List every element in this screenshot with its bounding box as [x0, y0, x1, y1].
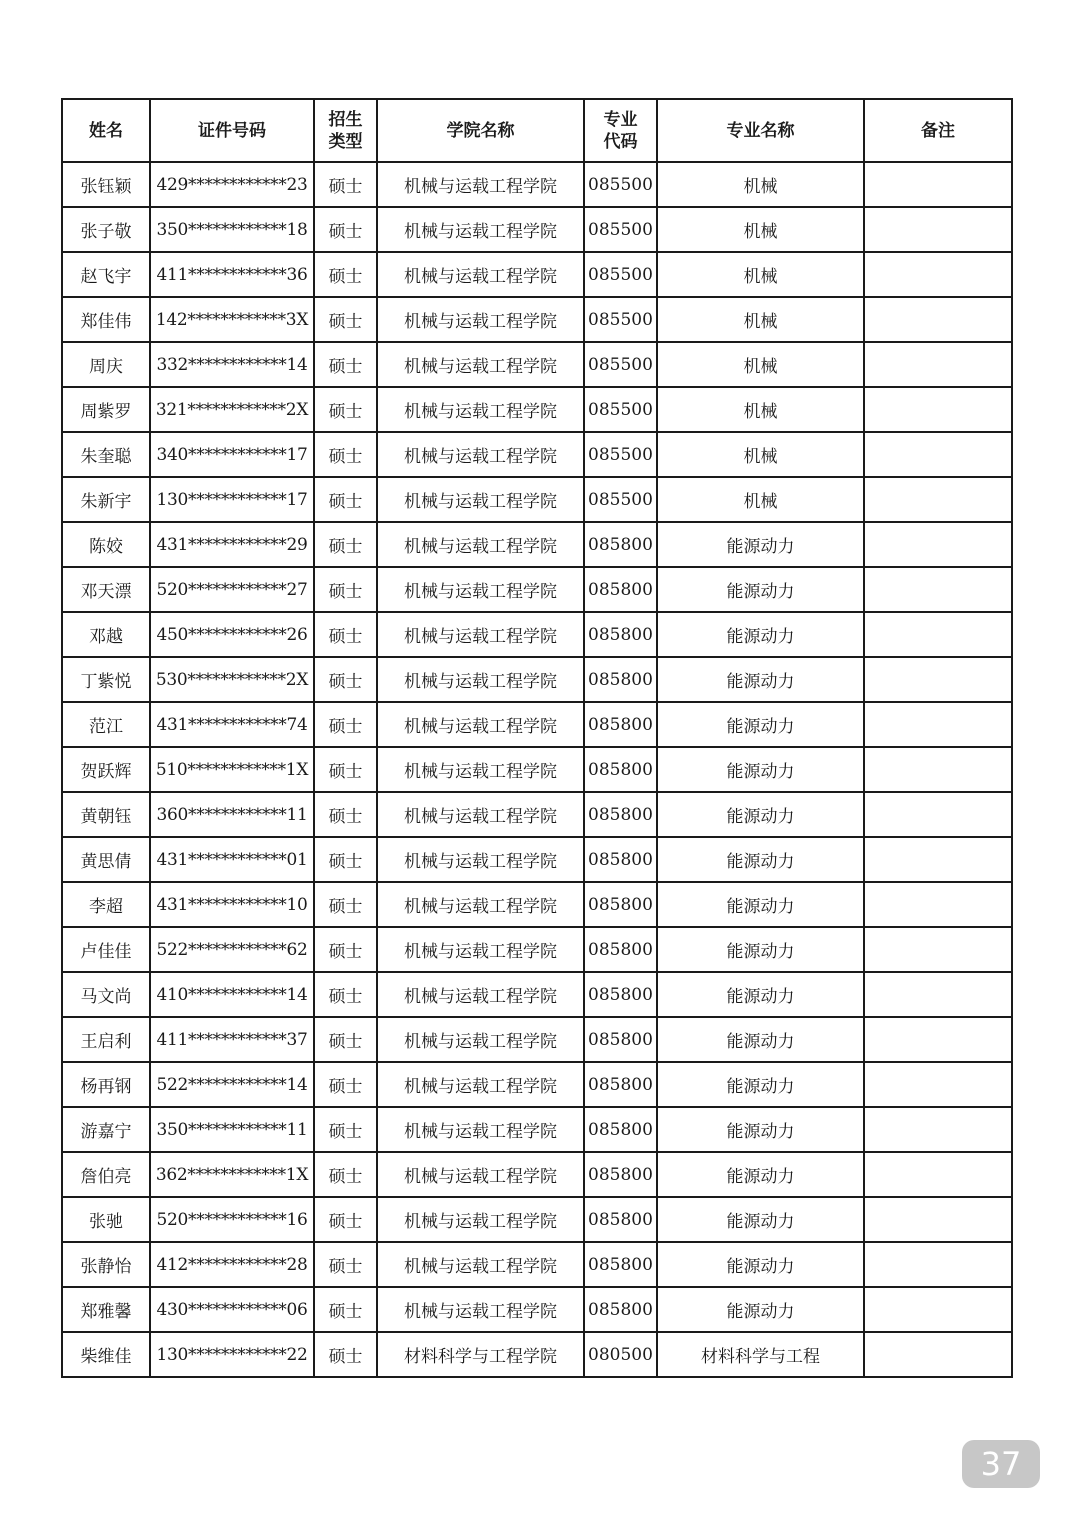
cell-major-name: 能源动力	[657, 612, 864, 657]
cell-major-code: 085800	[584, 1062, 657, 1107]
cell-name: 张钰颖	[62, 162, 150, 207]
cell-id-number: 510************1X	[150, 747, 314, 792]
cell-name: 朱奎聪	[62, 432, 150, 477]
cell-id-number: 431************01	[150, 837, 314, 882]
cell-enrollment-type: 硕士	[314, 522, 377, 567]
cell-name: 周紫罗	[62, 387, 150, 432]
table-row	[62, 657, 1012, 702]
cell-major-code: 085800	[584, 972, 657, 1017]
cell-name: 詹伯亮	[62, 1152, 150, 1197]
cell-college: 机械与运载工程学院	[377, 1242, 584, 1287]
cell-enrollment-type: 硕士	[314, 162, 377, 207]
cell-enrollment-type: 硕士	[314, 1062, 377, 1107]
table-row	[62, 702, 1012, 747]
cell-note	[864, 477, 1012, 522]
cell-college: 机械与运载工程学院	[377, 297, 584, 342]
cell-enrollment-type: 硕士	[314, 567, 377, 612]
cell-name: 陈姣	[62, 522, 150, 567]
cell-note	[864, 342, 1012, 387]
cell-college: 机械与运载工程学院	[377, 657, 584, 702]
cell-id-number: 411************36	[150, 252, 314, 297]
cell-college: 机械与运载工程学院	[377, 1197, 584, 1242]
cell-note	[864, 387, 1012, 432]
cell-enrollment-type: 硕士	[314, 972, 377, 1017]
cell-enrollment-type: 硕士	[314, 927, 377, 972]
header-type-line1: 招生	[328, 109, 363, 130]
table-header-row	[62, 99, 1012, 162]
cell-enrollment-type: 硕士	[314, 837, 377, 882]
cell-enrollment-type: 硕士	[314, 1107, 377, 1152]
cell-college: 机械与运载工程学院	[377, 1062, 584, 1107]
cell-enrollment-type: 硕士	[314, 1152, 377, 1197]
cell-name: 张子敬	[62, 207, 150, 252]
cell-note	[864, 837, 1012, 882]
cell-major-code: 085500	[584, 252, 657, 297]
cell-major-name: 能源动力	[657, 567, 864, 612]
cell-id-number: 130************22	[150, 1332, 314, 1377]
table-row	[62, 1332, 1012, 1377]
cell-note	[864, 1197, 1012, 1242]
cell-major-code: 085800	[584, 1242, 657, 1287]
cell-enrollment-type: 硕士	[314, 207, 377, 252]
cell-major-name: 能源动力	[657, 1197, 864, 1242]
cell-major-code: 085800	[584, 1017, 657, 1062]
table-row	[62, 927, 1012, 972]
table-row	[62, 432, 1012, 477]
cell-college: 机械与运载工程学院	[377, 162, 584, 207]
cell-major-name: 能源动力	[657, 1242, 864, 1287]
cell-id-number: 332************14	[150, 342, 314, 387]
cell-enrollment-type: 硕士	[314, 1332, 377, 1377]
cell-enrollment-type: 硕士	[314, 1242, 377, 1287]
cell-major-name: 能源动力	[657, 837, 864, 882]
cell-name: 郑佳伟	[62, 297, 150, 342]
cell-major-code: 085800	[584, 702, 657, 747]
cell-id-number: 142************3X	[150, 297, 314, 342]
cell-enrollment-type: 硕士	[314, 252, 377, 297]
table-row	[62, 1152, 1012, 1197]
table-row	[62, 1017, 1012, 1062]
cell-major-code: 085800	[584, 927, 657, 972]
cell-college: 机械与运载工程学院	[377, 1152, 584, 1197]
cell-college: 机械与运载工程学院	[377, 207, 584, 252]
cell-enrollment-type: 硕士	[314, 702, 377, 747]
cell-college: 机械与运载工程学院	[377, 1017, 584, 1062]
table-row	[62, 792, 1012, 837]
cell-name: 贺跃辉	[62, 747, 150, 792]
cell-enrollment-type: 硕士	[314, 387, 377, 432]
cell-major-name: 能源动力	[657, 1287, 864, 1332]
cell-name: 范江	[62, 702, 150, 747]
cell-major-code: 085800	[584, 612, 657, 657]
cell-major-name: 能源动力	[657, 972, 864, 1017]
cell-note	[864, 612, 1012, 657]
header-major-name: 专业名称	[657, 99, 864, 162]
cell-note	[864, 882, 1012, 927]
cell-major-name: 能源动力	[657, 747, 864, 792]
cell-note	[864, 567, 1012, 612]
cell-id-number: 350************11	[150, 1107, 314, 1152]
table-row	[62, 612, 1012, 657]
cell-college: 机械与运载工程学院	[377, 432, 584, 477]
cell-major-code: 085800	[584, 567, 657, 612]
cell-id-number: 410************14	[150, 972, 314, 1017]
cell-college: 机械与运载工程学院	[377, 837, 584, 882]
cell-name: 赵飞宇	[62, 252, 150, 297]
table-row	[62, 747, 1012, 792]
cell-name: 马文尚	[62, 972, 150, 1017]
cell-major-name: 能源动力	[657, 1152, 864, 1197]
header-name: 姓名	[62, 99, 150, 162]
cell-name: 朱新宇	[62, 477, 150, 522]
cell-major-code: 085800	[584, 1107, 657, 1152]
cell-name: 杨再钢	[62, 1062, 150, 1107]
cell-name: 游嘉宁	[62, 1107, 150, 1152]
cell-note	[864, 747, 1012, 792]
cell-major-name: 机械	[657, 432, 864, 477]
cell-major-name: 机械	[657, 342, 864, 387]
cell-major-name: 能源动力	[657, 1107, 864, 1152]
cell-major-code: 085800	[584, 837, 657, 882]
cell-major-code: 085500	[584, 432, 657, 477]
cell-name: 丁紫悦	[62, 657, 150, 702]
cell-id-number: 130************17	[150, 477, 314, 522]
cell-name: 郑雅馨	[62, 1287, 150, 1332]
cell-enrollment-type: 硕士	[314, 792, 377, 837]
cell-note	[864, 162, 1012, 207]
cell-id-number: 430************06	[150, 1287, 314, 1332]
table-row	[62, 972, 1012, 1017]
table-row	[62, 1062, 1012, 1107]
cell-major-name: 机械	[657, 477, 864, 522]
table-row	[62, 567, 1012, 612]
cell-id-number: 522************62	[150, 927, 314, 972]
cell-major-name: 能源动力	[657, 1062, 864, 1107]
cell-name: 周庆	[62, 342, 150, 387]
cell-id-number: 522************14	[150, 1062, 314, 1107]
cell-id-number: 360************11	[150, 792, 314, 837]
cell-major-name: 能源动力	[657, 882, 864, 927]
cell-id-number: 450************26	[150, 612, 314, 657]
cell-note	[864, 1062, 1012, 1107]
cell-enrollment-type: 硕士	[314, 477, 377, 522]
cell-note	[864, 522, 1012, 567]
table-row	[62, 207, 1012, 252]
cell-college: 机械与运载工程学院	[377, 522, 584, 567]
cell-major-code: 080500	[584, 1332, 657, 1377]
cell-college: 机械与运载工程学院	[377, 612, 584, 657]
cell-name: 卢佳佳	[62, 927, 150, 972]
cell-note	[864, 1107, 1012, 1152]
cell-major-code: 085500	[584, 387, 657, 432]
header-id-number: 证件号码	[150, 99, 314, 162]
cell-major-code: 085800	[584, 522, 657, 567]
cell-id-number: 411************37	[150, 1017, 314, 1062]
cell-note	[864, 252, 1012, 297]
table-body	[62, 162, 1012, 1377]
cell-enrollment-type: 硕士	[314, 432, 377, 477]
cell-college: 机械与运载工程学院	[377, 927, 584, 972]
cell-id-number: 362************1X	[150, 1152, 314, 1197]
cell-note	[864, 657, 1012, 702]
cell-college: 机械与运载工程学院	[377, 387, 584, 432]
cell-major-name: 机械	[657, 297, 864, 342]
cell-name: 黄朝钰	[62, 792, 150, 837]
header-major-code	[584, 99, 657, 162]
cell-major-name: 机械	[657, 252, 864, 297]
cell-note	[864, 927, 1012, 972]
cell-major-code: 085800	[584, 792, 657, 837]
cell-college: 机械与运载工程学院	[377, 747, 584, 792]
cell-name: 张驰	[62, 1197, 150, 1242]
cell-name: 黄思倩	[62, 837, 150, 882]
table-row	[62, 522, 1012, 567]
cell-major-code: 085500	[584, 297, 657, 342]
cell-major-name: 能源动力	[657, 702, 864, 747]
table-row	[62, 162, 1012, 207]
cell-major-name: 机械	[657, 207, 864, 252]
table-row	[62, 477, 1012, 522]
cell-name: 邓越	[62, 612, 150, 657]
cell-college: 机械与运载工程学院	[377, 882, 584, 927]
cell-major-code: 085800	[584, 657, 657, 702]
admission-roster-table	[61, 98, 1013, 1378]
cell-college: 机械与运载工程学院	[377, 477, 584, 522]
cell-note	[864, 1287, 1012, 1332]
cell-enrollment-type: 硕士	[314, 1017, 377, 1062]
cell-id-number: 350************18	[150, 207, 314, 252]
cell-note	[864, 1152, 1012, 1197]
cell-enrollment-type: 硕士	[314, 612, 377, 657]
cell-note	[864, 972, 1012, 1017]
cell-major-name: 能源动力	[657, 792, 864, 837]
cell-name: 王启利	[62, 1017, 150, 1062]
cell-major-code: 085800	[584, 1287, 657, 1332]
cell-major-code: 085500	[584, 207, 657, 252]
cell-major-name: 材料科学与工程	[657, 1332, 864, 1377]
cell-enrollment-type: 硕士	[314, 882, 377, 927]
cell-note	[864, 432, 1012, 477]
cell-note	[864, 792, 1012, 837]
cell-college: 机械与运载工程学院	[377, 567, 584, 612]
cell-id-number: 431************74	[150, 702, 314, 747]
cell-major-code: 085800	[584, 747, 657, 792]
cell-id-number: 431************10	[150, 882, 314, 927]
table-row	[62, 252, 1012, 297]
header-type-line2: 类型	[328, 131, 363, 152]
cell-name: 邓天漂	[62, 567, 150, 612]
table-row	[62, 1197, 1012, 1242]
header-code-line1: 专业	[603, 109, 638, 130]
table-row	[62, 837, 1012, 882]
cell-college: 机械与运载工程学院	[377, 702, 584, 747]
cell-major-code: 085800	[584, 1152, 657, 1197]
cell-id-number: 530************2X	[150, 657, 314, 702]
cell-major-name: 机械	[657, 162, 864, 207]
table-row	[62, 1287, 1012, 1332]
table-row	[62, 882, 1012, 927]
cell-major-name: 能源动力	[657, 522, 864, 567]
cell-enrollment-type: 硕士	[314, 657, 377, 702]
cell-id-number: 412************28	[150, 1242, 314, 1287]
cell-note	[864, 1242, 1012, 1287]
table-row	[62, 342, 1012, 387]
cell-college: 材料科学与工程学院	[377, 1332, 584, 1377]
cell-college: 机械与运载工程学院	[377, 972, 584, 1017]
cell-note	[864, 207, 1012, 252]
cell-name: 李超	[62, 882, 150, 927]
cell-major-code: 085500	[584, 162, 657, 207]
cell-college: 机械与运载工程学院	[377, 1287, 584, 1332]
table-row	[62, 1107, 1012, 1152]
cell-id-number: 340************17	[150, 432, 314, 477]
cell-id-number: 321************2X	[150, 387, 314, 432]
cell-id-number: 429************23	[150, 162, 314, 207]
page-number-badge: 37	[962, 1440, 1040, 1488]
cell-college: 机械与运载工程学院	[377, 342, 584, 387]
cell-id-number: 520************16	[150, 1197, 314, 1242]
cell-id-number: 431************29	[150, 522, 314, 567]
cell-major-name: 能源动力	[657, 927, 864, 972]
cell-name: 柴维佳	[62, 1332, 150, 1377]
cell-note	[864, 1332, 1012, 1377]
table-row	[62, 387, 1012, 432]
header-note: 备注	[864, 99, 1012, 162]
cell-enrollment-type: 硕士	[314, 1197, 377, 1242]
cell-enrollment-type: 硕士	[314, 297, 377, 342]
cell-major-name: 能源动力	[657, 1017, 864, 1062]
cell-major-name: 能源动力	[657, 657, 864, 702]
cell-major-code: 085800	[584, 1197, 657, 1242]
cell-enrollment-type: 硕士	[314, 342, 377, 387]
cell-college: 机械与运载工程学院	[377, 792, 584, 837]
cell-note	[864, 702, 1012, 747]
cell-note	[864, 1017, 1012, 1062]
cell-enrollment-type: 硕士	[314, 1287, 377, 1332]
cell-note	[864, 297, 1012, 342]
cell-id-number: 520************27	[150, 567, 314, 612]
cell-major-name: 机械	[657, 387, 864, 432]
cell-major-code: 085500	[584, 477, 657, 522]
header-enrollment-type	[314, 99, 377, 162]
table-row	[62, 1242, 1012, 1287]
cell-major-code: 085500	[584, 342, 657, 387]
cell-name: 张静怡	[62, 1242, 150, 1287]
header-code-line2: 代码	[603, 131, 638, 152]
cell-college: 机械与运载工程学院	[377, 252, 584, 297]
table-row	[62, 297, 1012, 342]
cell-enrollment-type: 硕士	[314, 747, 377, 792]
cell-major-code: 085800	[584, 882, 657, 927]
header-college: 学院名称	[377, 99, 584, 162]
cell-college: 机械与运载工程学院	[377, 1107, 584, 1152]
